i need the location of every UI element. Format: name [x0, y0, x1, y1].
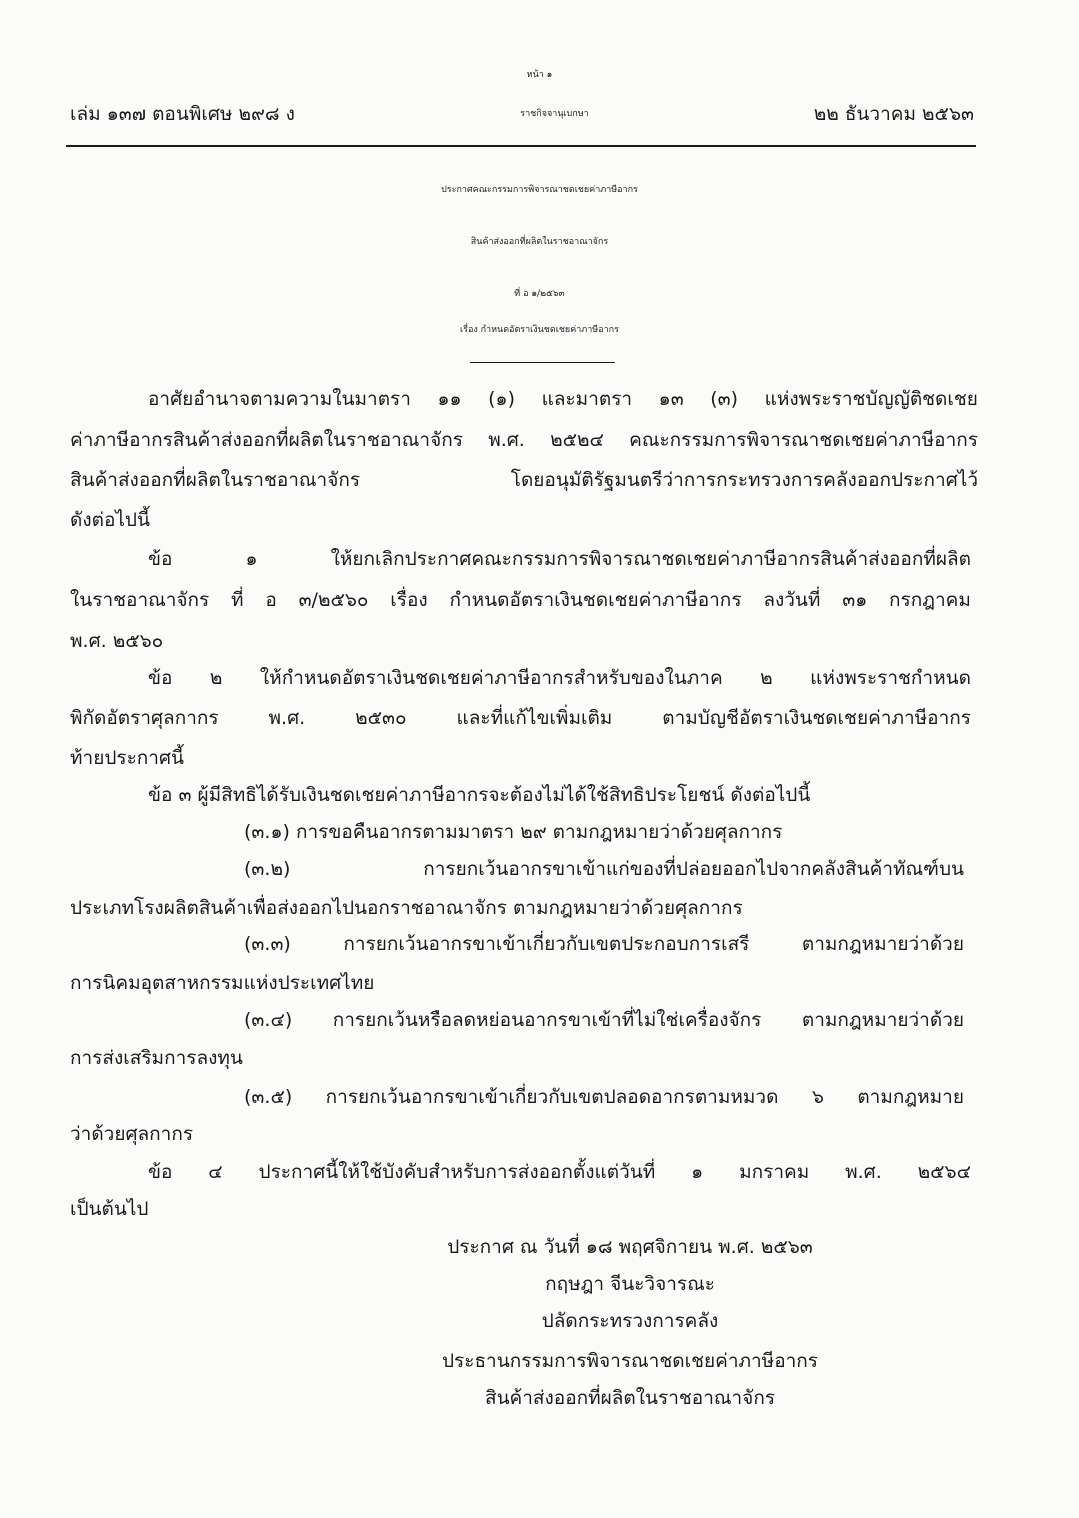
signatory-role-line1: ประธานกรรมการพิจารณาชดเชยค่าภาษีอากร [441, 1350, 818, 1372]
header-divider [66, 145, 976, 147]
clause1-line2: ในราชอาณาจักร ที่ อ ๓/๒๕๖๐ เรื่อง กำหนดอัตราเงินชดเชยค่าภาษีอากร ลงวันที่ ๓๑ กรกฎาคม [70, 589, 971, 611]
publication-date: ๒๒ ธันวาคม ๒๕๖๓ [813, 103, 974, 125]
clause1-line3: พ.ศ. ๒๕๖๐ [70, 630, 164, 652]
clause3-item1: (๓.๑) การขอคืนอากรตามมาตรา ๒๙ ตามกฎหมายว่าด้วยศุลกากร [244, 821, 783, 843]
clause4-line1: ข้อ ๔ ประกาศนี้ให้ใช้บังคับสำหรับการส่งออกตั้งแต่วันที่ ๑ มกราคม พ.ศ. ๒๕๖๔ [148, 1161, 971, 1183]
clause3-item5-line2: ว่าด้วยศุลกากร [70, 1123, 194, 1145]
preamble-line1: อาศัยอำนาจตามความในมาตรา ๑๑ (๑) และมาตรา ๑๓ (๓) แห่งพระราชบัญญัติชดเชย [148, 388, 978, 410]
clause2-line3: ท้ายประกาศนี้ [70, 747, 185, 769]
signatory-role-line2: สินค้าส่งออกที่ผลิตในราชอาณาจักร [484, 1387, 776, 1409]
publication-name: ราชกิจจานุเบกษา [520, 109, 589, 119]
announcement-title-line1: ประกาศคณะกรรมการพิจารณาชดเชยค่าภาษีอากร [441, 185, 638, 195]
preamble-line2: ค่าภาษีอากรสินค้าส่งออกที่ผลิตในราชอาณาจักร พ.ศ. ๒๕๒๔ คณะกรรมการพิจารณาชดเชยค่าภาษีอากร [70, 429, 978, 451]
clause3-item3-line2: การนิคมอุตสาหกรรมแห่งประเทศไทย [70, 972, 375, 994]
signatory-name: กฤษฎา จีนะวิจารณะ [545, 1273, 715, 1295]
clause3-item4-line1: (๓.๔) การยกเว้นหรือลดหย่อนอากรขาเข้าที่ไม่ใช่เครื่องจักร ตามกฎหมายว่าด้วย [244, 1009, 964, 1031]
clause3-item2-line2: ประเภทโรงผลิตสินค้าเพื่อส่งออกไปนอกราชอาณาจักร ตามกฎหมายว่าด้วยศุลกากร [70, 897, 743, 919]
clause3-item4-line2: การส่งเสริมการลงทุน [70, 1047, 243, 1069]
announcement-subject: เรื่อง กำหนดอัตราเงินชดเชยค่าภาษีอากร [460, 325, 619, 335]
preamble-line3: สินค้าส่งออกที่ผลิตในราชอาณาจักร โดยอนุมัติรัฐมนตรีว่าการกระทรวงการคลังออกประกาศไว้ [70, 469, 978, 491]
clause3-item5-line1: (๓.๕) การยกเว้นอากรขาเข้าเกี่ยวกับเขตปลอดอากรตามหมวด ๖ ตามกฎหมาย [244, 1086, 964, 1108]
signatory-position: ปลัดกระทรวงการคลัง [541, 1310, 719, 1332]
page-number: หน้า ๑ [526, 70, 553, 80]
title-divider [470, 362, 615, 363]
clause2-line2: พิกัดอัตราศุลกากร พ.ศ. ๒๕๓๐ และที่แก้ไขเพิ่มเติม ตามบัญชีอัตราเงินชดเชยค่าภาษีอากร [70, 707, 971, 729]
announcement-number: ที่ อ ๑/๒๕๖๓ [514, 289, 565, 299]
announcement-date: ประกาศ ณ วันที่ ๑๘ พฤศจิกายน พ.ศ. ๒๕๖๓ [447, 1236, 813, 1258]
clause3-item2-line1: (๓.๒) การยกเว้นอากรขาเข้าแก่ของที่ปล่อยออกไปจากคลังสินค้าทัณฑ์บน [244, 858, 964, 880]
clause3-line1: ข้อ ๓ ผู้มีสิทธิได้รับเงินชดเชยค่าภาษีอากรจะต้องไม่ได้ใช้สิทธิประโยชน์ ดังต่อไปนี้ [148, 784, 811, 806]
clause3-item3-line1: (๓.๓) การยกเว้นอากรขาเข้าเกี่ยวกับเขตประกอบการเสรี ตามกฎหมายว่าด้วย [244, 933, 964, 955]
preamble-line4: ดังต่อไปนี้ [70, 509, 150, 531]
volume-info: เล่ม ๑๓๗ ตอนพิเศษ ๒๙๘ ง [70, 103, 295, 125]
announcement-title-line2: สินค้าส่งออกที่ผลิตในราชอาณาจักร [470, 237, 609, 247]
clause2-line1: ข้อ ๒ ให้กำหนดอัตราเงินชดเชยค่าภาษีอากรสำหรับของในภาค ๒ แห่งพระราชกำหนด [148, 667, 971, 689]
clause4-line2: เป็นต้นไป [70, 1198, 149, 1220]
clause1-line1: ข้อ ๑ ให้ยกเลิกประกาศคณะกรรมการพิจารณาชดเชยค่าภาษีอากรสินค้าส่งออกที่ผลิต [148, 548, 971, 570]
